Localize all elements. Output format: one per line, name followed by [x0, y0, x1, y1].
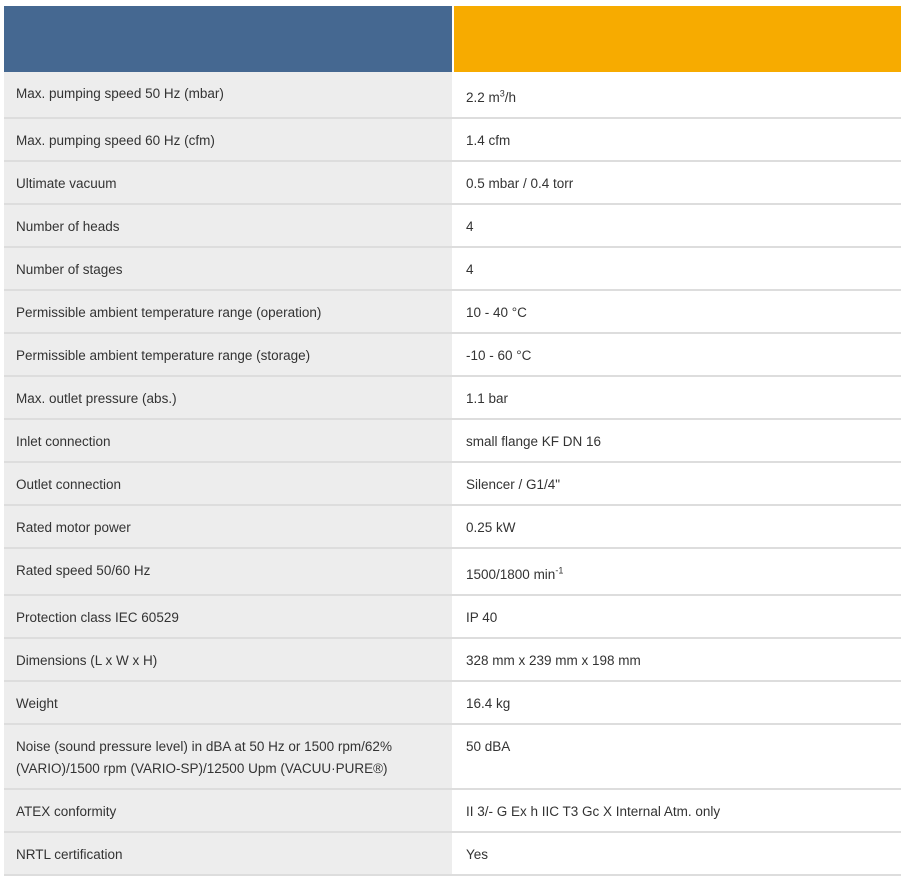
table-row — [4, 247, 901, 290]
spec-value: 50 dBA — [453, 724, 901, 789]
table-row — [4, 72, 901, 118]
spec-value-text: 2.2 m — [466, 90, 500, 105]
spec-value-text: 1500/1800 min — [466, 567, 556, 582]
header-cell-left — [4, 6, 453, 72]
table-row — [4, 290, 901, 333]
spec-value — [453, 72, 901, 118]
spec-value: small flange KF DN 16 — [453, 419, 901, 462]
spec-value: Yes — [453, 832, 901, 875]
spec-value: 1.1 bar — [453, 376, 901, 419]
table-row — [4, 724, 901, 789]
table-row — [4, 419, 901, 462]
spec-value: -10 - 60 °C — [453, 333, 901, 376]
spec-label: Number of heads — [4, 204, 453, 247]
spec-value: II 3/- G Ex h IIC T3 Gc X Internal Atm. only — [453, 789, 901, 832]
spec-value-suffix: /h — [504, 90, 517, 105]
spec-value-superscript: 3 — [499, 88, 505, 99]
table-row — [4, 681, 901, 724]
spec-label: Inlet connection — [4, 419, 453, 462]
spec-label: Max. pumping speed 60 Hz (cfm) — [4, 118, 453, 161]
table-row — [4, 638, 901, 681]
spec-value: 328 mm x 239 mm x 198 mm — [453, 638, 901, 681]
spec-label: Noise (sound pressure level) in dBA at 50 Hz or 1500 rpm/62% (VARIO)/1500 rpm (VARIO-SP)/12500 Upm (VACUU·PURE®) — [4, 724, 453, 789]
spec-label: Dimensions (L x W x H) — [4, 638, 453, 681]
spec-value: 4 — [453, 247, 901, 290]
table-row — [4, 376, 901, 419]
spec-value: IP 40 — [453, 595, 901, 638]
spec-value: 0.25 kW — [453, 505, 901, 548]
spec-label: Protection class IEC 60529 — [4, 595, 453, 638]
table-row — [4, 161, 901, 204]
spec-label: Permissible ambient temperature range (storage) — [4, 333, 453, 376]
spec-label: Max. pumping speed 50 Hz (mbar) — [4, 72, 453, 118]
table-row — [4, 548, 901, 595]
table-row — [4, 505, 901, 548]
spec-value: 4 — [453, 204, 901, 247]
spec-value: 1.4 cfm — [453, 118, 901, 161]
spec-label: NRTL certification — [4, 832, 453, 875]
spec-label: Permissible ambient temperature range (operation) — [4, 290, 453, 333]
spec-label: Weight — [4, 681, 453, 724]
spec-value: 10 - 40 °C — [453, 290, 901, 333]
spec-label: Number of stages — [4, 247, 453, 290]
spec-value: Silencer / G1/4" — [453, 462, 901, 505]
spec-value: 0.5 mbar / 0.4 torr — [453, 161, 901, 204]
table-row — [4, 789, 901, 832]
spec-value-superscript: -1 — [555, 565, 564, 576]
table-row — [4, 462, 901, 505]
table-row — [4, 595, 901, 638]
spec-table — [4, 6, 901, 876]
spec-value: 16.4 kg — [453, 681, 901, 724]
table-row — [4, 832, 901, 875]
spec-label: Rated motor power — [4, 505, 453, 548]
spec-label: Rated speed 50/60 Hz — [4, 548, 453, 595]
table-row — [4, 333, 901, 376]
spec-value — [453, 548, 901, 595]
table-header-row — [4, 6, 901, 72]
header-cell-right — [453, 6, 901, 72]
spec-label: ATEX conformity — [4, 789, 453, 832]
table-row — [4, 204, 901, 247]
spec-label: Max. outlet pressure (abs.) — [4, 376, 453, 419]
spec-label: Ultimate vacuum — [4, 161, 453, 204]
table-row — [4, 118, 901, 161]
spec-label: Outlet connection — [4, 462, 453, 505]
